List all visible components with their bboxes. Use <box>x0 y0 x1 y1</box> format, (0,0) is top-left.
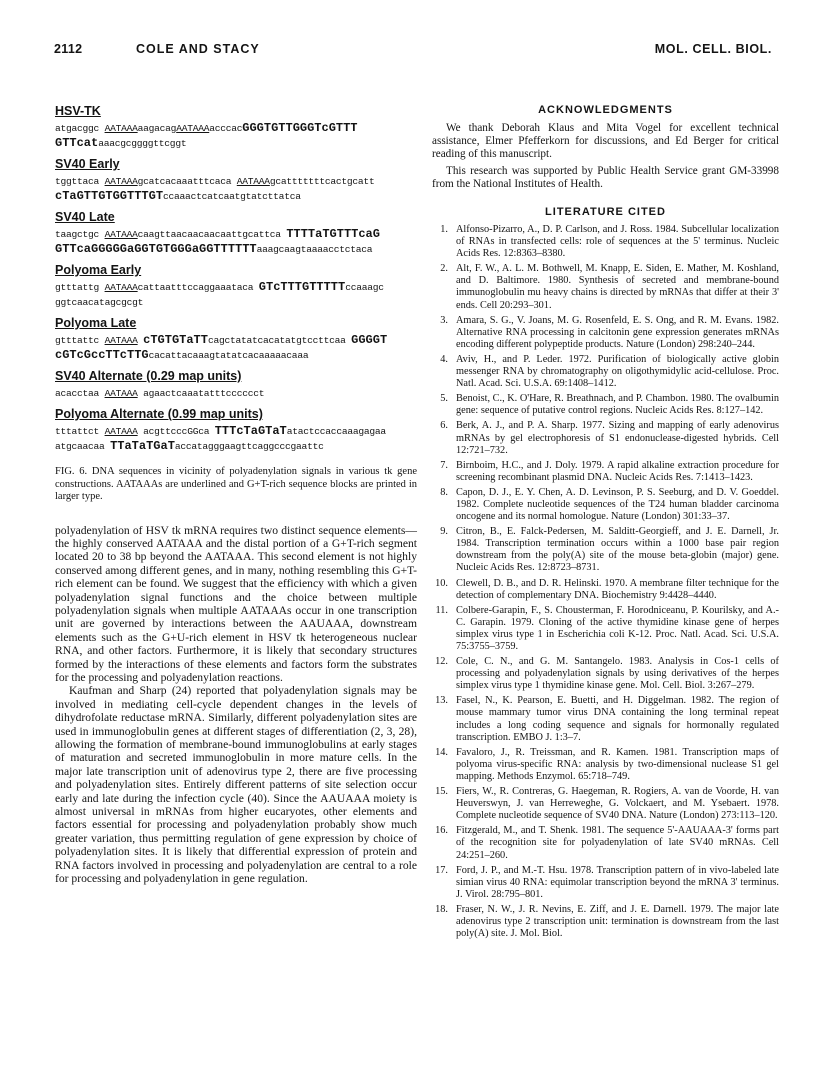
sequence-segment: cagctatatcacatatgtccttcaa <box>207 335 352 346</box>
aataaa-signal: AATAAA <box>104 176 138 187</box>
sequence-segment: acgttcccGGca <box>137 426 215 437</box>
reference-text: Citron, B., E. Falck-Pedersen, M. Salditt-Georgieff, and J. E. Darnell, Jr. 1984. Transcription termination occurs within a 1000 base pair region downstream from the poly(A) site of the mouse beta-globin (major) gene. Nucleic Acids Res. 12:8723–8731. <box>456 526 779 574</box>
reference-number: 17. <box>435 864 448 876</box>
sequence-title: SV40 Alternate (0.29 map units) <box>55 369 242 383</box>
sequence-title: Polyoma Late <box>55 316 137 330</box>
sequence-line <box>55 348 417 363</box>
gt-rich-block: GTcTTTGTTTTT <box>258 280 346 294</box>
reference-text: Cole, C. N., and G. M. Santangelo. 1983. Analysis in Cos-1 cells of processing and polyadenylation signals by using derivatives of the herpes simplex virus type 1 thymidine kinase gene. Mol. Cell. Biol. 3:267–279. <box>456 656 779 692</box>
acknowledgments-paragraph: We thank Deborah Klaus and Mita Vogel for excellent technical assistance, Elmer Pfefferkorn for discussions, and Ed Berger for critical reading of this manuscript. <box>432 122 779 161</box>
running-authors: COLE AND STACY <box>136 42 260 56</box>
reference-list <box>432 224 779 940</box>
reference-item <box>432 487 779 523</box>
sequence-line <box>55 424 417 439</box>
reference-text: Clewell, D. B., and D. R. Helinski. 1970. A membrane filter technique for the detection of complementary DNA. Biochemistry 9:4428–4440. <box>456 577 779 601</box>
reference-item <box>432 656 779 692</box>
sequence-segment: gcatcacaaatttcaca <box>137 176 237 187</box>
reference-text: Aviv, H., and P. Leder. 1972. Purification of biologically active globin messenger RNA by chromatography on oligothymidylic acid-cellulose. Proc. Natl. Acad. Sci. U.S.A. 69:1408–1412. <box>456 353 779 390</box>
reference-text: Alt, F. W., A. L. M. Bothwell, M. Knapp, E. Siden, E. Mather, M. Koshland, and D. Baltimore. 1980. Synthesis of secreted and membrane-bound immunoglobulin mu heavy chains is directed by mRNAs that differ at their 3' ends. Cell 20:293–301. <box>456 263 779 311</box>
acknowledgments-heading: ACKNOWLEDGMENTS <box>538 104 673 116</box>
aataaa-signal: AATAAA <box>236 176 270 187</box>
reference-text: Favaloro, J., R. Treissman, and R. Kamen. 1981. Transcription maps of polyoma virus-specific RNA: analysis by two-dimensional nuclease S1 gel mapping. Methods Enzymol. 65:718–749. <box>456 746 779 782</box>
reference-text: Capon, D. J., E. Y. Chen, A. D. Levinson, P. S. Seeburg, and D. V. Goeddel. 1982. Complete nucleotide sequences of the T24 human bladder carcinoma oncogene and its normal homologue. Nature (London) 301:33–37. <box>456 486 779 523</box>
reference-number: 5. <box>440 393 448 405</box>
sequence-title: SV40 Late <box>55 210 115 224</box>
sequence-segment: ccaaagc <box>345 282 384 293</box>
sequence-segment: ccaaactcatcaatgtatcttatca <box>163 191 301 202</box>
gt-rich-block: cGTcGccTTcTTG <box>55 348 149 362</box>
figure-6-sequences <box>55 104 417 454</box>
reference-text: Fraser, N. W., J. R. Nevins, E. Ziff, and J. E. Darnell. 1979. The major late adenovirus type 2 transcription unit: termination is downstream from the last poly(A) site. J. Mol. Biol. <box>456 903 779 940</box>
sequence-block <box>55 210 417 257</box>
journal-name: MOL. CELL. BIOL. <box>654 42 772 56</box>
sequence-block <box>55 104 417 151</box>
acknowledgments-paragraph: This research was supported by Public Health Service grant GM-33998 from the National Institutes of Health. <box>432 164 779 190</box>
aataaa-signal: AATAAA <box>104 388 138 399</box>
sequence-block <box>55 316 417 363</box>
aataaa-signal: AATAAA <box>104 426 138 437</box>
sequence-line <box>55 242 417 257</box>
reference-number: 15. <box>435 786 448 798</box>
reference-item <box>432 315 779 351</box>
sequence-line <box>55 227 417 242</box>
reference-item <box>432 354 779 390</box>
reference-number: 6. <box>440 420 448 432</box>
sequence-line <box>55 189 417 204</box>
right-column <box>432 104 779 943</box>
gt-rich-block: TTaTaTGaT <box>110 439 175 453</box>
reference-item <box>432 695 779 743</box>
aataaa-signal: AATAAA <box>104 229 138 240</box>
sequence-segment: aagacag <box>137 123 177 134</box>
sequence-block <box>55 369 417 401</box>
reference-item <box>432 904 779 940</box>
gt-rich-block: GGGTGTTGGGTcGTTT <box>242 121 358 135</box>
sequence-segment: taagctgc <box>55 229 105 240</box>
sequence-line <box>55 174 417 189</box>
reference-item <box>432 224 779 260</box>
sequence-segment: cacattacaaagtatatcacaaaaacaaa <box>148 350 309 361</box>
reference-item <box>432 393 779 417</box>
gt-rich-block: TTTcTaGTaT <box>214 424 287 438</box>
sequence-segment: agaactcaaatatttcccccct <box>137 388 265 399</box>
reference-item <box>432 526 779 574</box>
sequence-title: HSV-TK <box>55 104 101 118</box>
reference-text: Alfonso-Pizarro, A., D. P. Carlson, and J. Ross. 1984. Subcellular localization of RNAs in transfected cells: role of sequences at the 5' terminus. Nucleic Acids Res. 12:8363–8380. <box>456 224 779 260</box>
reference-item <box>432 578 779 602</box>
sequence-line <box>55 136 417 151</box>
reference-number: 2. <box>440 263 448 275</box>
reference-number: 1. <box>440 224 448 236</box>
gt-rich-block: cTaGTTGTGGTTTGT <box>55 189 164 203</box>
gt-rich-block: cTGTGTaTT <box>143 333 208 347</box>
sequence-segment: aaacgcggggttcggt <box>98 138 187 149</box>
sequence-line <box>55 295 417 310</box>
sequence-segment: cattaatttccaggaaataca <box>137 282 259 293</box>
gt-rich-block: GTTcaGGGGGaGGTGTGGGaGGTTTTTT <box>55 242 257 256</box>
aataaa-signal: AATAAA <box>104 282 138 293</box>
reference-text: Fitzgerald, M., and T. Shenk. 1981. The sequence 5'-AAUAAA-3' forms part of the recognition site for polyadenylation of late SV40 mRNAs. Cell 24:251–260. <box>456 825 779 861</box>
body-paragraph: polyadenylation of HSV tk mRNA requires two distinct sequence elements—the highly conserved AATAAA and the distal portion of a G+T-rich segment located 20 to 38 bp beyond the AATAAA. This second element is not highly conserved among different genes, and in many, nothing resembling this G+T-rich element can be found. We suggest that the efficiency with which a given polyadenylation signal functions and the choice between multiple polyadenylation signals when multiple AATAAAs occur in one transcription unit are governed by interactions between the AAUAAA, downstream elements such as the G+U-rich element in HSV tk heterogeneous nuclear RNA, and other factors. Furthermore, it is likely that secondary structures formed by the interactions of these elements and factors form the substrates for the processing and polyadenylation reactions. <box>55 523 417 684</box>
reference-number: 10. <box>435 577 448 589</box>
sequence-segment: acccac <box>209 123 243 134</box>
reference-text: Benoist, C., K. O'Hare, R. Breathnach, and P. Chambon. 1980. The ovalbumin gene: sequence of putative control regions. Nucleic Acids Res. 8:127–142. <box>456 393 779 417</box>
sequence-segment: atgacggc <box>55 123 105 134</box>
figure-caption: FIG. 6. DNA sequences in vicinity of polyadenylation signals in various tk gene constructions. AATAAAs are underlined and G+T-rich sequence blocks are printed in larger type. <box>55 466 417 502</box>
sequence-segment: tggttaca <box>55 176 105 187</box>
reference-number: 14. <box>435 746 448 758</box>
reference-number: 9. <box>440 526 448 538</box>
reference-number: 16. <box>435 825 448 837</box>
sequence-line <box>55 439 417 454</box>
aataaa-signal: AATAAA <box>104 335 138 346</box>
sequence-segment: gcatttttttcactgcatt <box>269 176 375 187</box>
reference-number: 13. <box>435 695 448 707</box>
sequence-block <box>55 407 417 454</box>
reference-text: Birnboim, H.C., and J. Doly. 1979. A rapid alkaline extraction procedure for screening recombinant plasmid DNA. Nucleic Acids Res. 7:1413–1423. <box>456 459 779 483</box>
reference-number: 8. <box>440 486 448 498</box>
reference-text: Fasel, N., K. Pearson, E. Buetti, and H. Diggelman. 1982. The region of mouse mammary tumor virus DNA containing the long terminal repeat includes a long coding sequence and signals for hormonally regulated transcription. EMBO J. 1:3–7. <box>456 695 779 743</box>
sequence-segment: accatagggaagttcaggcccgaattc <box>174 441 324 452</box>
reference-item <box>432 460 779 484</box>
sequence-segment: tttattct <box>55 426 105 437</box>
sequence-line <box>55 333 417 348</box>
sequence-title: Polyoma Early <box>55 263 142 277</box>
reference-text: Berk, A. J., and P. A. Sharp. 1977. Sizing and mapping of early adenovirus mRNAs by gel electrophoresis of S1 endonuclease-digested hybrids. Cell 12:721–732. <box>456 420 779 456</box>
sequence-segment: acacctaa <box>55 388 105 399</box>
sequence-segment: atactccaccaaagagaa <box>286 426 386 437</box>
sequence-line <box>55 280 417 295</box>
sequence-segment: gtttattc <box>55 335 105 346</box>
literature-cited-heading: LITERATURE CITED <box>545 206 666 219</box>
reference-number: 7. <box>440 459 448 471</box>
reference-item <box>432 420 779 456</box>
reference-item <box>432 263 779 311</box>
reference-text: Colbere-Garapin, F., S. Chousterman, F. Horodniceanu, P. Kourilsky, and A.-C. Garapin. 1979. Cloning of the active thymidine kinase gene of herpes simplex virus type 1 in Escherichia coli K-12. Proc. Natl. Acad. Sci. U.S.A. 75:3755–3759. <box>456 604 779 653</box>
sequence-segment: atgcaacaa <box>55 441 111 452</box>
sequence-block <box>55 157 417 204</box>
reference-item <box>432 605 779 653</box>
reference-number: 4. <box>440 353 448 365</box>
sequence-block <box>55 263 417 310</box>
reference-text: Amara, S. G., V. Joans, M. G. Rosenfeld, E. S. Ong, and R. M. Evans. 1982. Alternative RNA processing in calcitonin gene expression generates mRNAs encoding different polypeptide products. Nature (London) 298:240–244. <box>456 314 779 350</box>
sequence-line <box>55 121 417 136</box>
reference-item <box>432 786 779 822</box>
reference-number: 11. <box>435 604 448 616</box>
aataaa-signal: AATAAA <box>104 123 138 134</box>
sequence-segment: aaagcaagtaaaacctctaca <box>256 244 373 255</box>
gt-rich-block: GGGGT <box>351 333 388 347</box>
left-column <box>55 104 417 885</box>
reference-item <box>432 865 779 901</box>
reference-number: 18. <box>435 903 448 915</box>
sequence-line <box>55 386 417 401</box>
sequence-title: Polyoma Alternate (0.99 map units) <box>55 407 263 421</box>
reference-item <box>432 747 779 783</box>
gt-rich-block: GTTcat <box>55 136 99 150</box>
sequence-segment: ggtcaacatagcgcgt <box>55 297 144 308</box>
reference-text: Fiers, W., R. Contreras, G. Haegeman, R. Rogiers, A. van de Voorde, H. van Heuverswyn, J. van Herreweghe, G. Volckaert, and M. Ysebaert. 1978. Complete nucleotide sequence of SV40 DNA. Nature (London) 273:113–120. <box>456 786 779 822</box>
aataaa-signal: AATAAA <box>176 123 210 134</box>
reference-item <box>432 825 779 861</box>
sequence-segment: gtttattg <box>55 282 105 293</box>
reference-number: 3. <box>440 314 448 326</box>
running-header <box>54 42 772 62</box>
reference-number: 12. <box>435 656 448 668</box>
gt-rich-block: TTTTaTGTTTcaG <box>286 227 380 241</box>
page-number: 2112 <box>54 42 83 56</box>
sequence-segment: caagttaacaacaacaattgcattca <box>137 229 287 240</box>
body-paragraph: Kaufman and Sharp (24) reported that polyadenylation signals may be involved in mediating cell-cycle dependent changes in the levels of dihydrofolate reductase mRNA. Similarly, different polyadenylation sites are used in immunoglobulin genes at different stages of differentiation (2, 3, 28), allowing the formation of membrane-bound immunoglobulins at early stages of maturation and secreted immunoglobulin in more mature cells. In the major late transcription unit of adenovirus type 2, there are five processing and polyadenylation sites. Entirely different patterns of site selection occur early and late during the infection cycle (40). Since the AAUAAA moiety is almost universal in mRNAs from higher eucaryotes, other elements and factors essential for processing and polyadenylation probably show much greater variation, thus permitting regulation of gene expression by choice of polyadenylation sites. It is likely that differential expression of protein and RNA factors involved in processing and polyadenylation are central to a role for processing and polyadenylation in gene regulation. <box>55 684 417 886</box>
reference-text: Ford, J. P., and M.-T. Hsu. 1978. Transcription pattern of in vivo-labeled late simian virus 40 RNA: equimolar transcription beyond the mRNA 3' terminus. J. Virol. 28:795–801. <box>456 864 779 900</box>
sequence-title: SV40 Early <box>55 157 120 171</box>
